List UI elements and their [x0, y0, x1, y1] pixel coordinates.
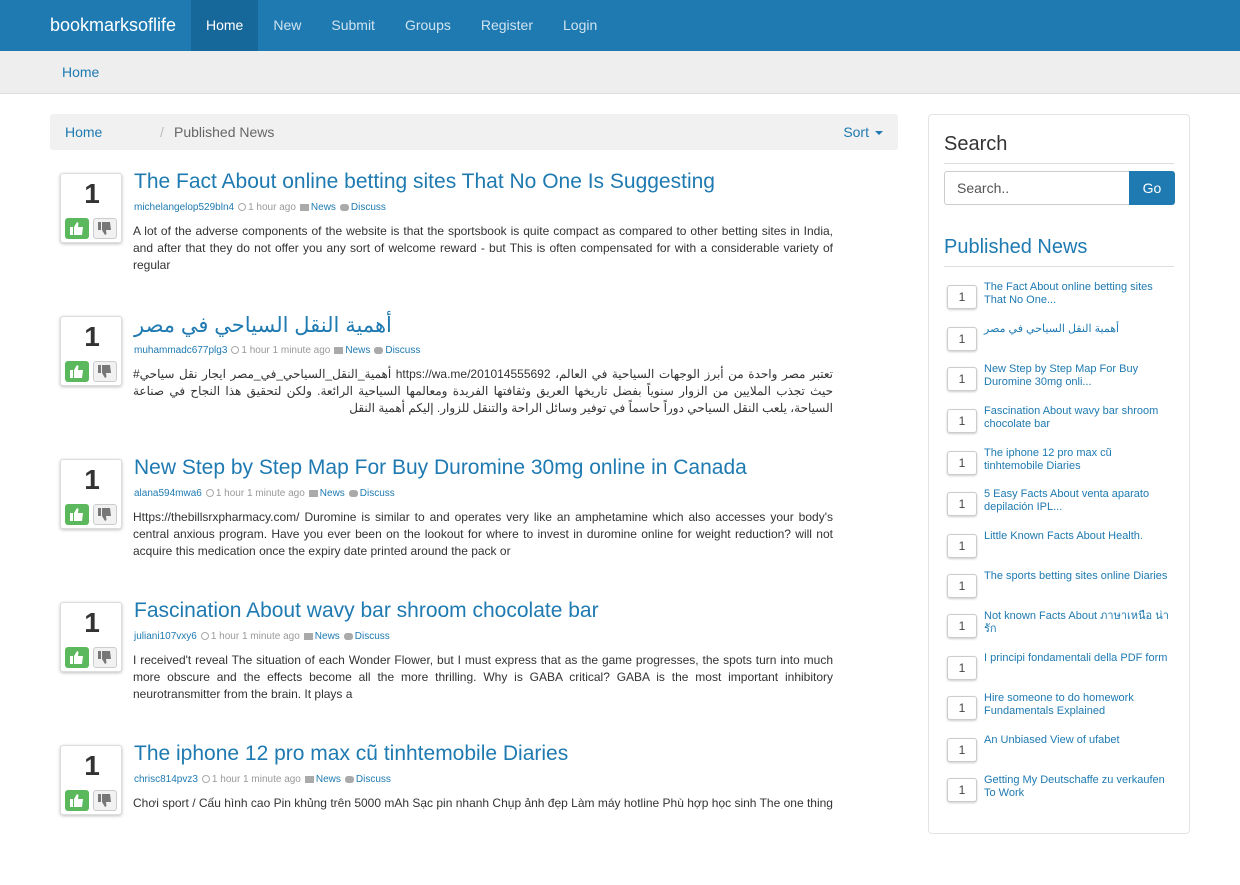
nav-item-groups[interactable]: Groups	[404, 17, 451, 33]
post-excerpt: Https://thebillsrxpharmacy.com/ Duromine is similar to and operates very like an amphetamine which also accesses your body's central anxious program. Have you ever been on the lookout for where to invest in duromine online for weight reduction? will not acquire this medication once the expiry date printed around the pack or	[133, 510, 833, 558]
breadcrumb-current: Published News	[174, 124, 275, 140]
sidebar	[928, 114, 1190, 834]
vote-count-badge: 1	[947, 656, 977, 680]
post-meta	[134, 488, 395, 499]
vote-box	[60, 459, 122, 529]
published-news-link[interactable]: Fascination About wavy bar shroom chocolate bar	[984, 405, 1159, 430]
published-news-link[interactable]: The iphone 12 pro max cũ tinhtemobile Diaries	[984, 447, 1112, 472]
breadcrumb	[50, 114, 898, 150]
vote-count-badge: 1	[947, 409, 977, 433]
main-nav	[191, 0, 612, 51]
thumbs-up-icon	[70, 794, 84, 807]
post-time: 1 hour 1 minute ago	[215, 488, 305, 499]
top-breadcrumb-band	[0, 51, 1240, 94]
vote-count: 1	[84, 178, 100, 209]
vote-count-badge: 1	[947, 285, 977, 309]
nav-item-register[interactable]: Register	[480, 17, 534, 33]
post-meta	[134, 345, 420, 356]
thumbs-down-icon	[98, 508, 112, 521]
post-excerpt: Chơi sport / Cấu hình cao Pin khủng trên 5000 mAh Sạc pin nhanh Chụp ảnh đẹp Làm máy hotline Phù hợp học sinh The one thing	[133, 796, 833, 810]
vote-box	[60, 745, 122, 815]
upvote-button[interactable]	[65, 790, 89, 811]
divider	[944, 266, 1174, 267]
downvote-button[interactable]	[93, 647, 117, 668]
breadcrumb-separator: /	[160, 124, 164, 140]
vote-count: 1	[84, 321, 100, 352]
post-discuss-link[interactable]: Discuss	[354, 631, 390, 642]
post-discuss-link[interactable]: Discuss	[355, 774, 391, 785]
post-item	[60, 456, 850, 599]
folder-icon	[300, 204, 309, 211]
post-author[interactable]: alana594mwa6	[134, 488, 202, 499]
thumbs-down-icon	[98, 651, 112, 664]
thumbs-up-icon	[70, 222, 84, 235]
post-category[interactable]: News	[314, 631, 340, 642]
published-news-link[interactable]: The sports betting sites online Diaries	[984, 570, 1168, 582]
downvote-button[interactable]	[93, 790, 117, 811]
published-news-link[interactable]: Getting My Deutschaffe zu verkaufen To Work	[984, 774, 1165, 799]
vote-count-badge: 1	[947, 696, 977, 720]
folder-icon	[334, 347, 343, 354]
sort-dropdown[interactable]	[843, 114, 883, 150]
vote-count: 1	[84, 464, 100, 495]
post-time: 1 hour ago	[248, 202, 296, 213]
post-discuss-link[interactable]: Discuss	[350, 202, 386, 213]
published-news-link[interactable]: The Fact About online betting sites That No One...	[984, 281, 1153, 306]
clock-icon	[238, 203, 246, 211]
clock-icon	[231, 346, 239, 354]
vote-count: 1	[84, 607, 100, 638]
vote-count-badge: 1	[947, 778, 977, 802]
clock-icon	[206, 489, 214, 497]
post-excerpt: A lot of the adverse components of the website is that the sportsbook is quite compact as compared to other betting sites in India, and after that they do not offer you any sort of welcome reward - but This is often compensated for with a considerable variety of regular	[133, 224, 833, 272]
nav-item-home[interactable]: Home	[191, 0, 258, 51]
vote-count-badge: 1	[947, 451, 977, 475]
published-news-heading[interactable]: Published News	[944, 236, 1088, 258]
downvote-button[interactable]	[93, 361, 117, 382]
thumbs-up-icon	[70, 365, 84, 378]
thumbs-up-icon	[70, 508, 84, 521]
upvote-button[interactable]	[65, 647, 89, 668]
downvote-button[interactable]	[93, 504, 117, 525]
thumbs-down-icon	[98, 222, 112, 235]
post-title[interactable]: Fascination About wavy bar shroom chocolate bar	[134, 599, 599, 622]
post-title[interactable]: The iphone 12 pro max cũ tinhtemobile Diaries	[134, 742, 569, 765]
divider	[944, 163, 1174, 164]
folder-icon	[305, 776, 314, 783]
post-meta	[134, 202, 386, 213]
top-breadcrumb-home[interactable]: Home	[62, 64, 100, 80]
post-item	[60, 599, 850, 742]
post-excerpt: I received't reveal The situation of each Wonder Flower, but I must express that as the game progresses, the spots turn into much more obscure and the effects become all the more thrilling. Why is GABA critical? GABA is the most important inhibitory neurotransmitter from the brain. It plays a	[133, 653, 833, 701]
folder-icon	[304, 633, 313, 640]
clock-icon	[201, 632, 209, 640]
post-category[interactable]: News	[319, 488, 345, 499]
vote-count-badge: 1	[947, 574, 977, 598]
top-navbar	[0, 0, 1240, 51]
post-discuss-link[interactable]: Discuss	[385, 345, 421, 356]
post-author[interactable]: muhammadc677plg3	[134, 345, 228, 356]
vote-count-badge: 1	[947, 738, 977, 762]
published-news-link[interactable]: I principi fondamentali della PDF form	[984, 652, 1168, 664]
comment-icon	[345, 776, 354, 783]
post-discuss-link[interactable]: Discuss	[359, 488, 395, 499]
published-news-link[interactable]: أهمية النقل السياحي في مصر	[984, 323, 1120, 335]
comment-icon	[344, 633, 353, 640]
breadcrumb-home-link[interactable]: Home	[65, 124, 103, 140]
post-title[interactable]: New Step by Step Map For Buy Duromine 30mg online in Canada	[134, 456, 747, 479]
post-author[interactable]: chrisc814pvz3	[134, 774, 198, 785]
published-news-link[interactable]: An Unbiased View of ufabet	[984, 734, 1120, 746]
nav-item-submit[interactable]: Submit	[331, 17, 375, 33]
sort-label: Sort	[843, 124, 869, 140]
site-brand[interactable]: bookmarksoflife	[50, 15, 177, 35]
post-item	[60, 170, 850, 313]
post-item	[60, 316, 850, 456]
post-author[interactable]: juliani107vxy6	[134, 631, 197, 642]
post-time: 1 hour 1 minute ago	[211, 774, 301, 785]
vote-box	[60, 602, 122, 672]
vote-box	[60, 173, 122, 243]
post-category[interactable]: News	[345, 345, 371, 356]
post-category[interactable]: News	[310, 202, 336, 213]
thumbs-down-icon	[98, 794, 112, 807]
upvote-button[interactable]	[65, 504, 89, 525]
published-news-link[interactable]: Hire someone to do homework Fundamentals Explained	[984, 692, 1134, 717]
post-excerpt: تعتبر مصر واحدة من أبرز الوجهات السياحية في العالم، https://wa.me/201014555692 أهمية_النقل_السياحي_في_مصر ايجار نقل سياحي# حيث تجذب الملايين من الزوار سنوياً بفضل تاريخها العريق وثقافتها الفريدة ومعالمها السياحية الرائعة. ولكن لتحقيق هذا النجاح في صناعة السياحة، يلعب النقل السياحي دوراً حاسماً في توفير وسائل الراحة والتنقل للزوار. إليكم أهمية النقل	[133, 367, 833, 415]
nav-item-login[interactable]: Login	[563, 17, 598, 33]
published-news-link[interactable]: Not known Facts About ภาษาเหนือ น่ารัก	[984, 610, 1169, 635]
thumbs-down-icon	[98, 365, 112, 378]
vote-count: 1	[84, 750, 100, 781]
vote-count-badge: 1	[947, 614, 977, 638]
published-news-link[interactable]: New Step by Step Map For Buy Duromine 30mg onli...	[984, 363, 1139, 388]
post-author[interactable]: michelangelop529bln4	[134, 202, 235, 213]
comment-icon	[374, 347, 383, 354]
post-title[interactable]: أهمية النقل السياحي في مصر	[134, 314, 392, 337]
thumbs-up-icon	[70, 651, 84, 664]
comment-icon	[349, 490, 358, 497]
downvote-button[interactable]	[93, 218, 117, 239]
search-input[interactable]: Search..	[944, 171, 1130, 205]
caret-down-icon	[875, 131, 883, 135]
vote-box	[60, 316, 122, 386]
published-news-link[interactable]: Little Known Facts About Health.	[984, 530, 1143, 542]
post-meta	[134, 631, 390, 642]
folder-icon	[309, 490, 318, 497]
vote-count-badge: 1	[947, 327, 977, 351]
upvote-button[interactable]	[65, 361, 89, 382]
vote-count-badge: 1	[947, 492, 977, 516]
post-category[interactable]: News	[315, 774, 341, 785]
post-time: 1 hour 1 minute ago	[210, 631, 300, 642]
post-meta	[134, 774, 391, 785]
post-item	[60, 742, 850, 885]
vote-count-badge: 1	[947, 367, 977, 391]
published-news-link[interactable]: 5 Easy Facts About venta aparato depilación IPL...	[984, 488, 1150, 513]
comment-icon	[340, 204, 349, 211]
vote-count-badge: 1	[947, 534, 977, 558]
post-title[interactable]: The Fact About online betting sites That No One Is Suggesting	[134, 170, 715, 193]
clock-icon	[202, 775, 210, 783]
search-heading: Search	[944, 133, 1008, 155]
upvote-button[interactable]	[65, 218, 89, 239]
post-time: 1 hour 1 minute ago	[241, 345, 331, 356]
go-button[interactable]: Go	[1129, 171, 1175, 205]
nav-item-new[interactable]: New	[273, 17, 302, 33]
